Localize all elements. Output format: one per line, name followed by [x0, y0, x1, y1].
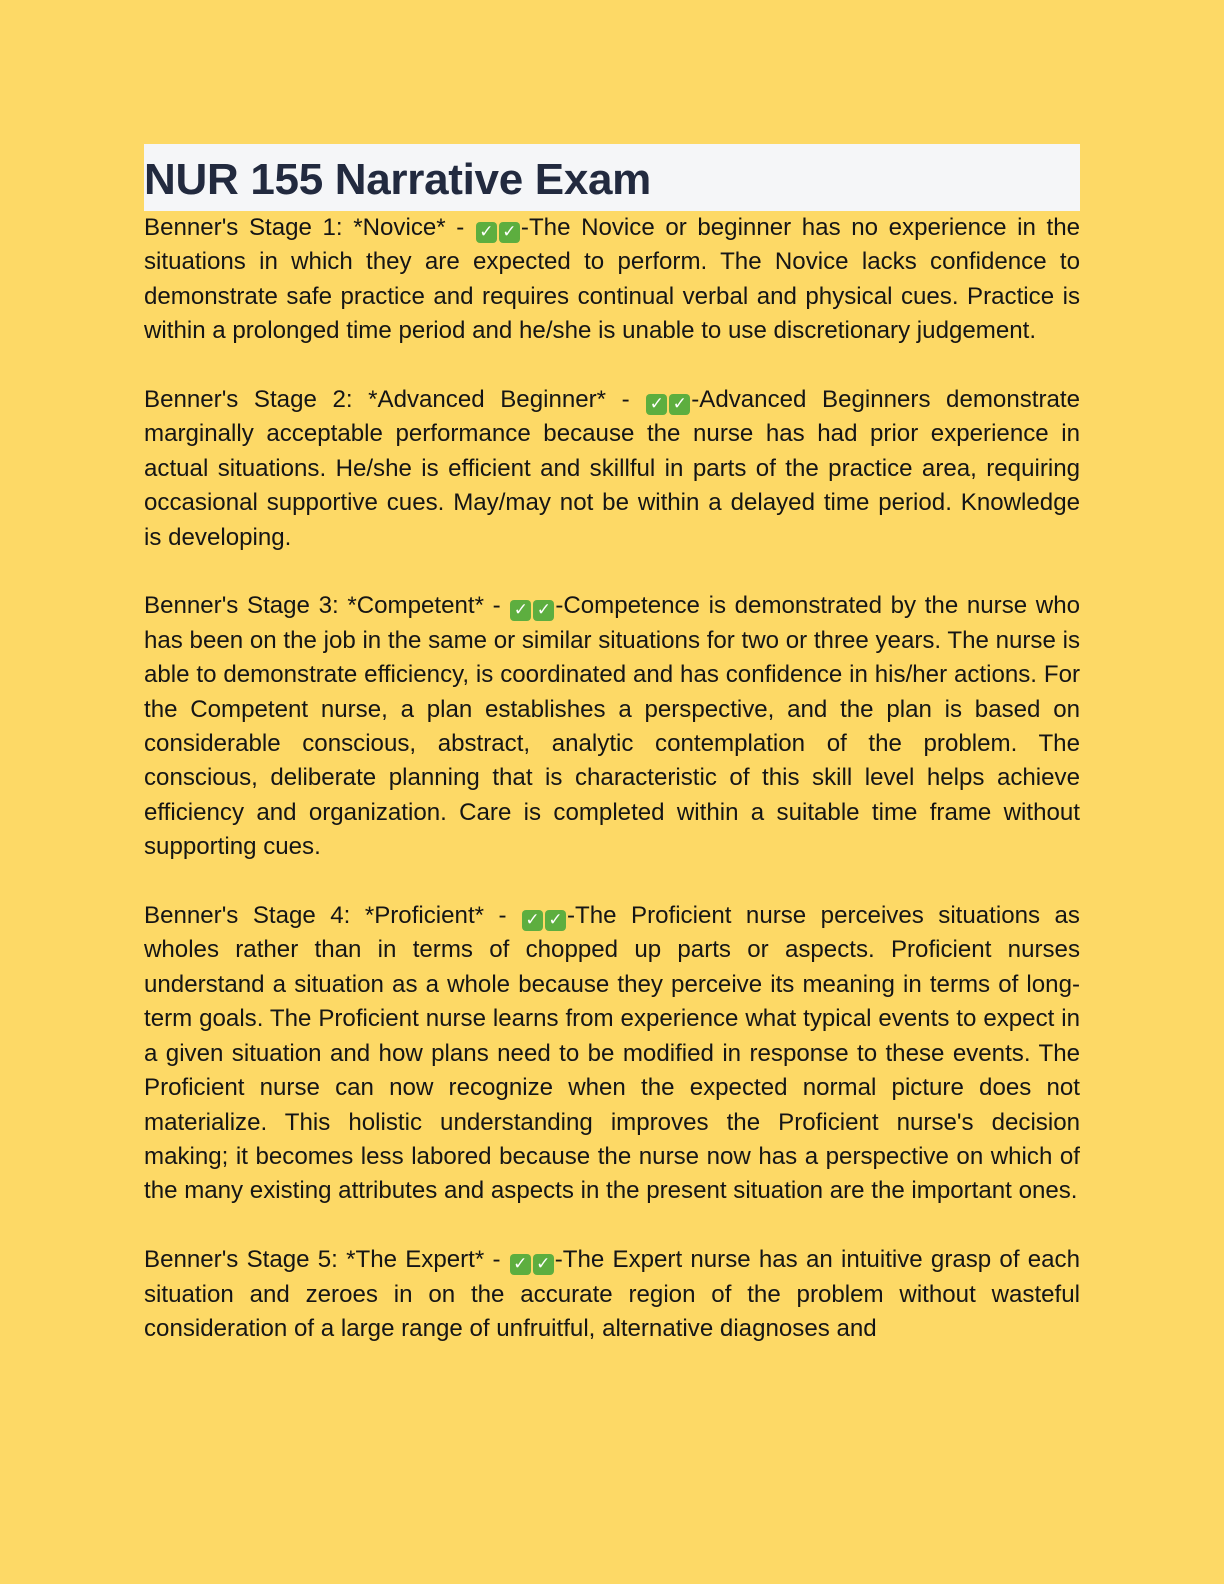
entry-stage-4 — [144, 899, 1080, 1209]
title-bar — [144, 144, 1080, 211]
entry-term: Benner's Stage 2: *Advanced Beginner* - — [144, 386, 630, 414]
entry-definition: -Competence is demonstrated by the nurse who has been on the job in the same or similar situations for two or three years. The nurse is able to demonstrate efficiency, is coordinated and has confidence in his/her actions. For the Competent nurse, a plan establishes a perspective, and the plan is based on considerable conscious, abstract, analytic contemplation of the problem. The conscious, deliberate planning that is characteristic of this skill level helps achieve efficiency and organization. Care is completed within a suitable time frame without supporting cues. — [144, 592, 1080, 861]
check-mark-icon: ✓ — [522, 910, 543, 931]
check-mark-icon: ✓ — [510, 600, 531, 621]
check-mark-icon: ✓ — [510, 1254, 531, 1275]
page-title: NUR 155 Narrative Exam — [144, 154, 652, 204]
entry-term: Benner's Stage 3: *Competent* - — [144, 592, 501, 620]
entry-stage-5 — [144, 1243, 1080, 1346]
check-mark-icon: ✓ — [646, 394, 667, 415]
entry-term: Benner's Stage 5: *The Expert* - — [144, 1246, 501, 1274]
entry-term: Benner's Stage 4: *Proficient* - — [144, 902, 507, 930]
check-mark-icon: ✓ — [669, 394, 690, 415]
document-page — [144, 144, 1080, 1381]
check-mark-icon: ✓ — [476, 222, 497, 243]
entry-stage-3 — [144, 589, 1080, 864]
entry-stage-2 — [144, 383, 1080, 555]
check-mark-icon: ✓ — [533, 1254, 554, 1275]
check-mark-icon: ✓ — [533, 600, 554, 621]
check-mark-icon: ✓ — [499, 222, 520, 243]
entry-definition: -The Proficient nurse perceives situations as wholes rather than in terms of chopped up parts or aspects. Proficient nurses understand a situation as a whole because they perceive its meaning in terms of long-term goals. The Proficient nurse learns from experience what typical events to expect in a given situation and how plans need to be modified in response to these events. The Proficient nurse can now recognize when the expected normal picture does not materialize. This holistic understanding improves the Proficient nurse's decision making; it becomes less labored because the nurse now has a perspective on which of the many existing attributes and aspects in the present situation are the important ones. — [144, 902, 1080, 1205]
entry-definition: -The Novice or beginner has no experience in the situations in which they are expected to perform. The Novice lacks confidence to demonstrate safe practice and requires continual verbal and physical cues. Practice is within a prolonged time period and he/she is unable to use discretionary judgement. — [144, 214, 1080, 345]
entry-definition: -The Expert nurse has an intuitive grasp of each situation and zeroes in on the accurate region of the problem without wasteful consideration of a large range of unfruitful, alternative diagnoses and — [144, 1246, 1080, 1342]
entry-definition: -Advanced Beginners demonstrate marginally acceptable performance because the nurse has had prior experience in actual situations. He/she is efficient and skillful in parts of the practice area, requiring occasional supportive cues. May/may not be within a delayed time period. Knowledge is developing. — [144, 386, 1080, 551]
entry-term: Benner's Stage 1: *Novice* - — [144, 214, 465, 241]
check-mark-icon: ✓ — [545, 910, 566, 931]
entry-stage-1 — [144, 211, 1080, 349]
